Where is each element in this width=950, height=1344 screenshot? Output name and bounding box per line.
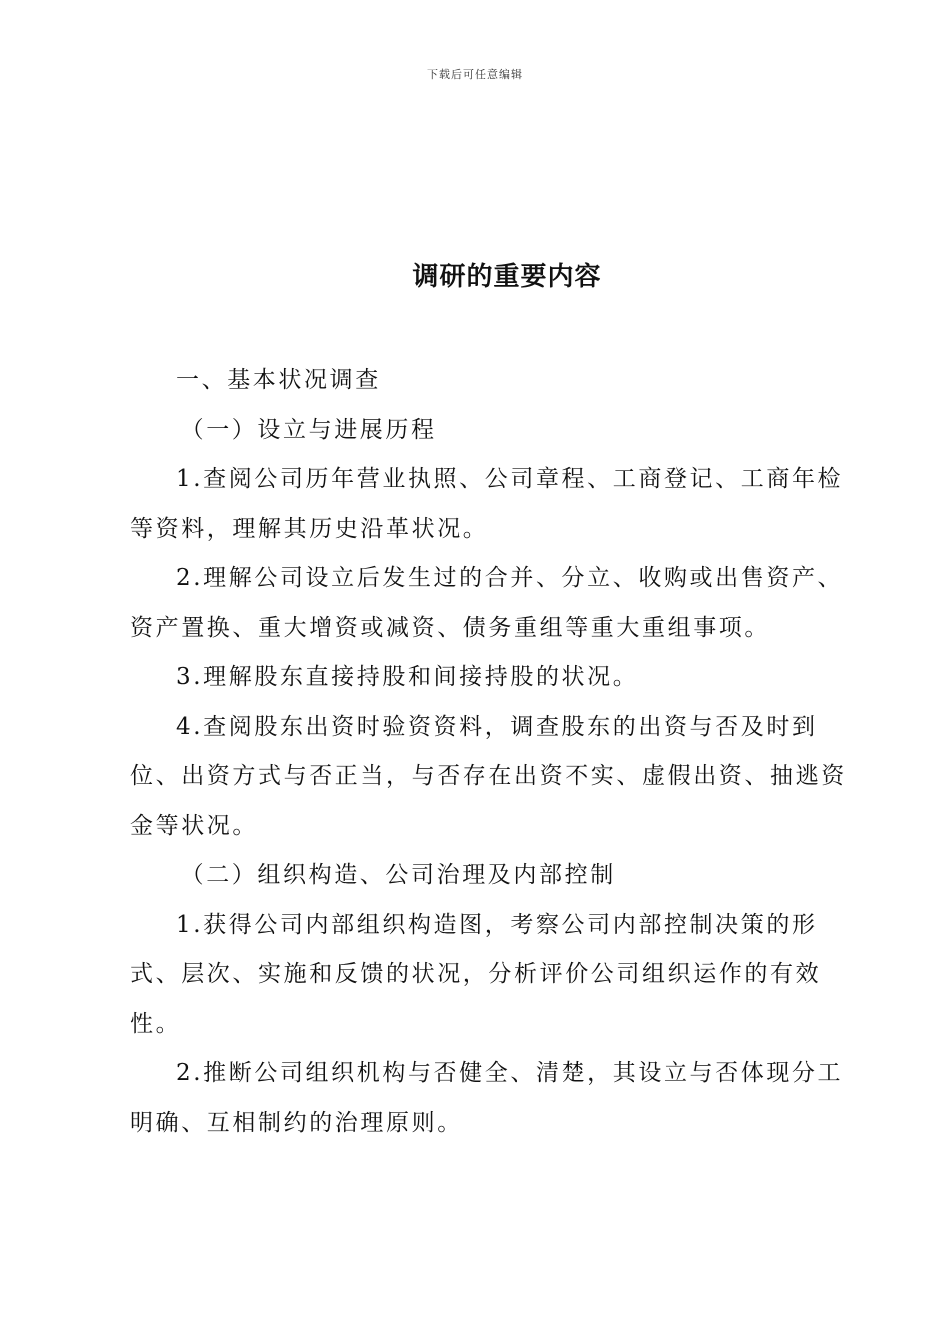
list-item: 2.理解公司设立后发生过的合并、分立、收购或出售资产、资产置换、重大增资或减资、债务重组等重大重组事项。	[130, 565, 844, 641]
list-item: 3.理解股东直接持股和间接持股的状况。	[176, 664, 639, 690]
list-item: 2.推断公司组织机构与否健全、清楚，其设立与否体现分工明确、互相制约的治理原则。	[130, 1060, 844, 1136]
subsection-heading: （一）设立与进展历程	[180, 416, 437, 443]
list-item: 1.获得公司内部组织构造图，考察公司内部控制决策的形式、层次、实施和反馈的状况，分析评价公司组织运作的有效性。	[130, 911, 822, 1037]
document-title: 调研的重要内容	[412, 262, 602, 292]
list-item: 1.查阅公司历年营业执照、公司章程、工商登记、工商年检等资料，理解其历史沿革状况。	[130, 466, 844, 542]
document-body	[130, 356, 850, 1148]
subsection-heading: （二）组织构造、公司治理及内部控制	[180, 862, 616, 888]
header-note: 下载后可任意编辑	[427, 68, 523, 81]
section-heading: 一、基本状况调查	[176, 367, 381, 393]
list-item: 4.查阅股东出资时验资资料，调查股东的出资与否及时到位、出资方式与否正当，与否存在出资不实、虚假出资、抽逃资金等状况。	[130, 713, 847, 839]
